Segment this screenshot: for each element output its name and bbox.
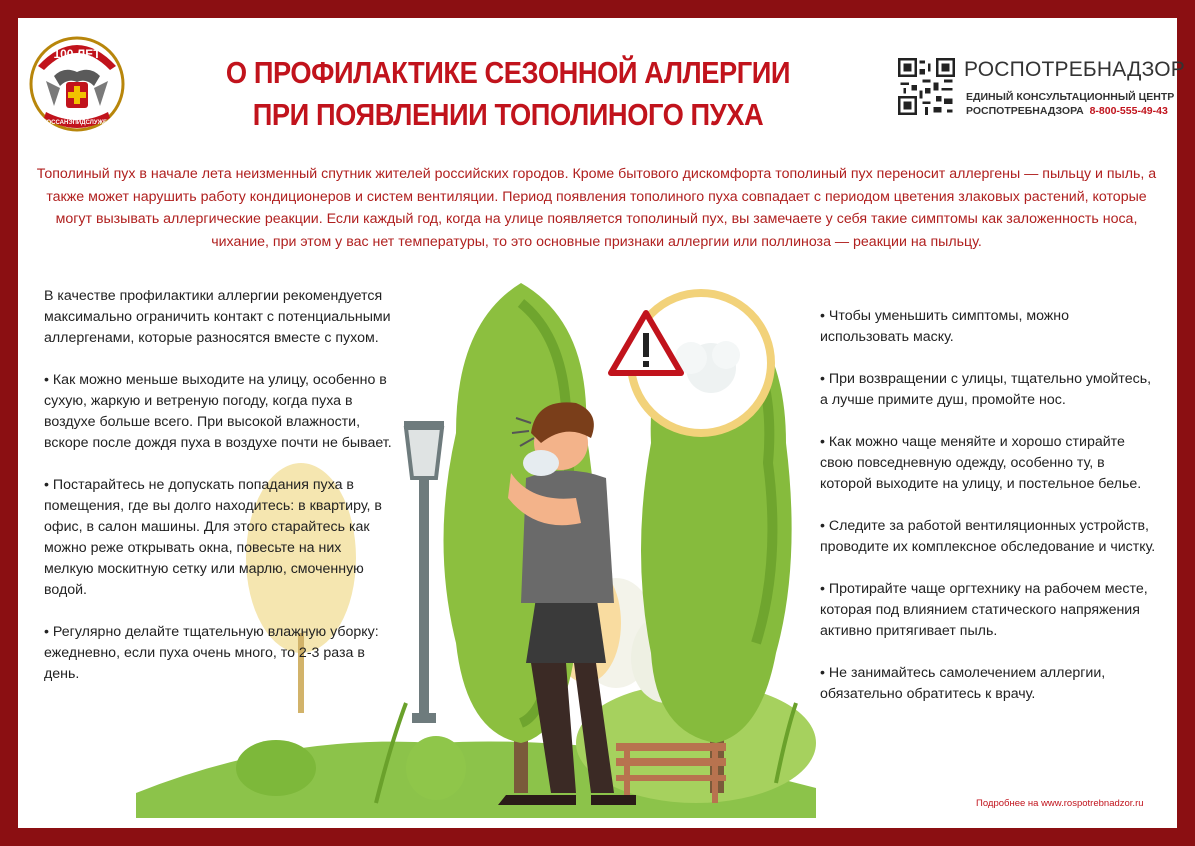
right-paragraph: • Протирайте чаще оргтехнику на рабочем месте, которая под влиянием статического напряжения активно притягивает пыль. [820,581,1148,639]
right-paragraph: • Следите за работой вентиляционных устройств, проводите их комплексное обследование и чистку. [820,518,1156,555]
qr-code-icon [898,58,955,115]
right-paragraph: • Не занимайтесь самолечением аллергии, обязательно обратитесь к врачу. [820,665,1106,702]
intro-paragraph: Тополиный пух в начале лета неизменный спутник жителей российских городов. Кроме бытового дискомфорта тополиный пух переносит аллергены — пыльцу и пыль, а также может нарушить работу кондиционеров и систем вентиляции. Период появления тополиного пуха совпадает с периодом цветения злаковых растений, которые могут вызывать аллергические реакции. Если каждый год, когда на улице появляется тополиный пух, вы замечаете у себя такие симптомы как заложенность носа, чихание, при этом у вас нет температуры, то это основные признаки аллергии или поллиноза — реакции на пыльцу. [36,166,1157,250]
right-paragraph: • Как можно чаще меняйте и хорошо стирайте свою повседневную одежду, особенно ту, в которой выходите на улицу, и постельное белье. [820,434,1142,492]
consultation-center [966,90,1174,118]
title-line-2: ПРИ ПОЯВЛЕНИИ ТОПОЛИНОГО ПУХА [252,97,764,132]
org-name: РОСПОТРЕБНАДЗОР [964,58,1185,81]
poster-sheet [18,18,1185,828]
left-paragraph: В качестве профилактики аллергии рекомендуется максимально ограничить контакт с потенциальными аллергенами, которые разносятся вместе с пухом. [44,288,391,346]
emblem-anniversary: 100 ЛЕТ [53,47,101,61]
tissue [523,450,559,476]
lamp-post [404,421,444,723]
left-recommendations [44,286,394,706]
right-paragraph: • Чтобы уменьшить симптомы, можно использовать маску. [820,308,1070,345]
title-line-1: О ПРОФИЛАКТИКЕ СЕЗОННОЙ АЛЛЕРГИИ [225,55,791,90]
website-link[interactable]: Подробнее на www.rospotrebnadzor.ru [976,798,1144,809]
right-paragraph: • При возвращении с улицы, тщательно умойтесь, а лучше примите душ, промойте нос. [820,371,1152,408]
left-paragraph: • Регулярно делайте тщательную влажную уборку: ежедневно, если пуха очень много, то 2-3 раза в день. [44,624,379,682]
center-line-2: РОСПОТРЕБНАДЗОРА [966,105,1084,117]
center-line-1: ЕДИНЫЙ КОНСУЛЬТАЦИОННЫЙ ЦЕНТР [966,91,1175,103]
warning-badge [611,293,771,433]
emblem-service: РОССАНЭПИДСЛУЖБА [42,120,112,126]
left-paragraph: • Постарайтесь не допускать попадания пуха в помещения, где вы долго находитесь: в квартиру, в офис, в салон машины. Для этого старайтесь как можно реже открывать окна, повесьте на них мелкую москитную сетку или марлю, смоченную водой. [44,477,382,598]
left-paragraph: • Как можно меньше выходите на улицу, особенно в сухую, жаркую и ветреную погоду, когда пуха в воздухе больше всего. При высокой влажности, вскоре после дождя пуха в воздухе почти не бывает. [44,372,392,451]
emblem-icon [24,26,130,138]
poster-title [200,52,816,136]
right-recommendations [820,306,1160,726]
hotline-phone[interactable]: 8-800-555-49-43 [1089,105,1168,117]
